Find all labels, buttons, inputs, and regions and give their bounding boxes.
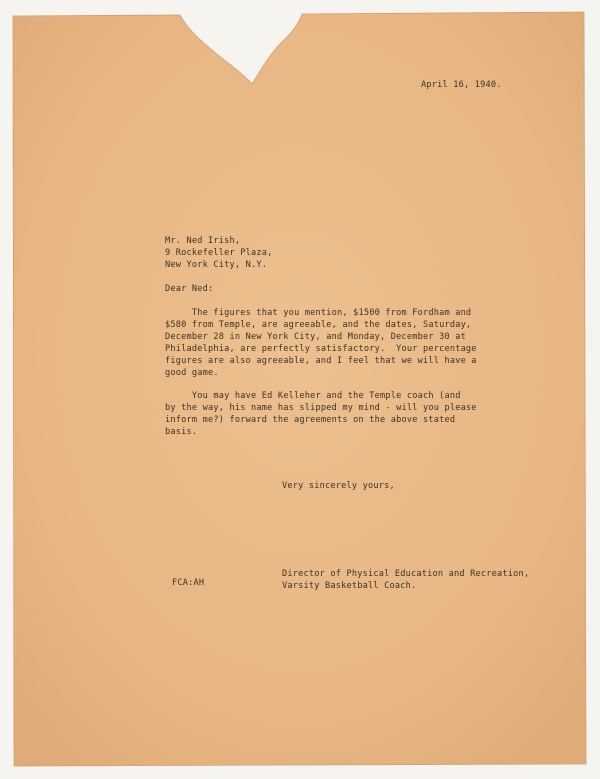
paragraph2-line: You may have Ed Kelleher and the Temple coach (and: [165, 391, 461, 401]
paragraph2-line: inform me?) forward the agreements on the above stated: [165, 415, 456, 425]
paragraph2-line: by the way, his name has slipped my mind - will you please: [165, 403, 477, 413]
paragraph1-line: good game.: [165, 368, 219, 378]
paragraph1-line: The figures that you mention, $1500 from Fordham and: [165, 308, 472, 318]
salutation: Dear Ned:: [165, 284, 214, 294]
paragraph2-line: basis.: [165, 427, 198, 437]
recipient-name: Mr. Ned Irish,: [165, 236, 241, 246]
recipient-city: New York City, N.Y.: [165, 260, 268, 270]
paragraph1-line: December 28 in New York City, and Monday, December 30 at: [165, 332, 466, 342]
paragraph1-line: figures are also agreeable, and I feel that we will have a: [165, 356, 477, 366]
closing: Very sincerely yours,: [282, 481, 395, 491]
paragraph1-line: $580 from Temple, are agreeable, and the dates, Saturday,: [165, 320, 472, 330]
signature-title-line: Director of Physical Education and Recreation,: [282, 569, 530, 579]
recipient-street: 9 Rockefeller Plaza,: [165, 248, 273, 258]
signature-title-line: Varsity Basketball Coach.: [282, 581, 417, 591]
reference-initials: FCA:AH: [172, 578, 205, 588]
letter-date: April 16, 1940.: [421, 80, 502, 90]
paragraph1-line: Philadelphia, are perfectly satisfactory. Your percentage: [165, 344, 477, 354]
